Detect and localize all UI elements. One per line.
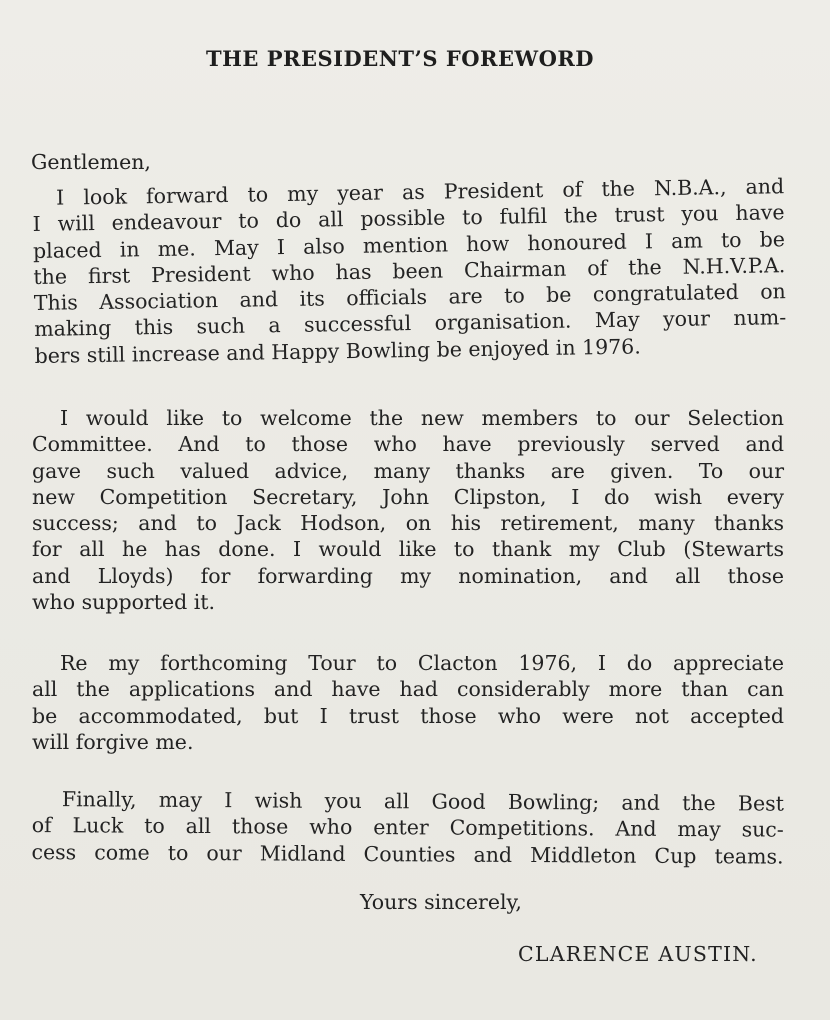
- paragraph-line: and Lloyds) for forwarding my nomination, and all those: [32, 563, 784, 588]
- paragraph-line: cess come to our Midland Counties and Middleton Cup teams.: [31, 839, 784, 869]
- paragraph-line: Committee. And to those who have previously served and: [32, 432, 784, 457]
- paragraph-line: gave such valued advice, many thanks are given. To our: [32, 458, 784, 483]
- paragraph-line: Finally, may I wish you all Good Bowling; and the Best: [61, 787, 784, 816]
- paragraph-line: I will endeavour to do all possible to fulfil the trust you have: [32, 200, 785, 237]
- paragraph-line: will forgive me.: [32, 729, 194, 754]
- paragraph-line: success; and to Jack Hodson, on his retirement, many thanks: [32, 511, 784, 536]
- paragraph-1: [32, 173, 787, 369]
- paragraph-line: Re my forthcoming Tour to Clacton 1976, I do appreciate: [60, 651, 784, 675]
- paragraph-line: be accommodated, but I trust those who were not accepted: [32, 703, 784, 728]
- paragraph-line: the first President who has been Chairman of the N.H.V.P.A.: [33, 253, 786, 289]
- signature: CLARENCE AUSTIN.: [518, 942, 758, 966]
- paragraph-line: of Luck to all those who enter Competitions. And may suc-: [31, 813, 784, 842]
- paragraph-3: [32, 650, 784, 755]
- paragraph-line: This Association and its officials are to be congratulated on: [33, 279, 786, 316]
- paragraph-4: [32, 786, 784, 869]
- paragraph-line: who supported it.: [32, 590, 216, 615]
- paragraph-line: bers still increase and Happy Bowling be enjoyed in 1976.: [34, 334, 641, 368]
- closing: Yours sincerely,: [360, 890, 522, 914]
- paragraph-line: making this such a successful organisation. May your num-: [34, 305, 787, 342]
- paragraph-line: placed in me. May I also mention how honoured I am to be: [32, 226, 786, 263]
- page-title: THE PRESIDENT’S FOREWORD: [205, 46, 595, 71]
- paragraph-line: new Competition Secretary, John Clipston, I do wish every: [32, 484, 784, 509]
- paragraph-line: I would like to welcome the new members to our Selection: [60, 406, 784, 430]
- paragraph-line: for all he has done. I would like to thank my Club (Stewarts: [32, 537, 784, 562]
- salutation: Gentlemen,: [31, 150, 151, 174]
- paragraph-line: I look forward to my year as President of the N.B.A., and: [56, 174, 785, 210]
- paragraph-2: [32, 405, 784, 615]
- paragraph-line: all the applications and have had considerably more than can: [32, 677, 784, 702]
